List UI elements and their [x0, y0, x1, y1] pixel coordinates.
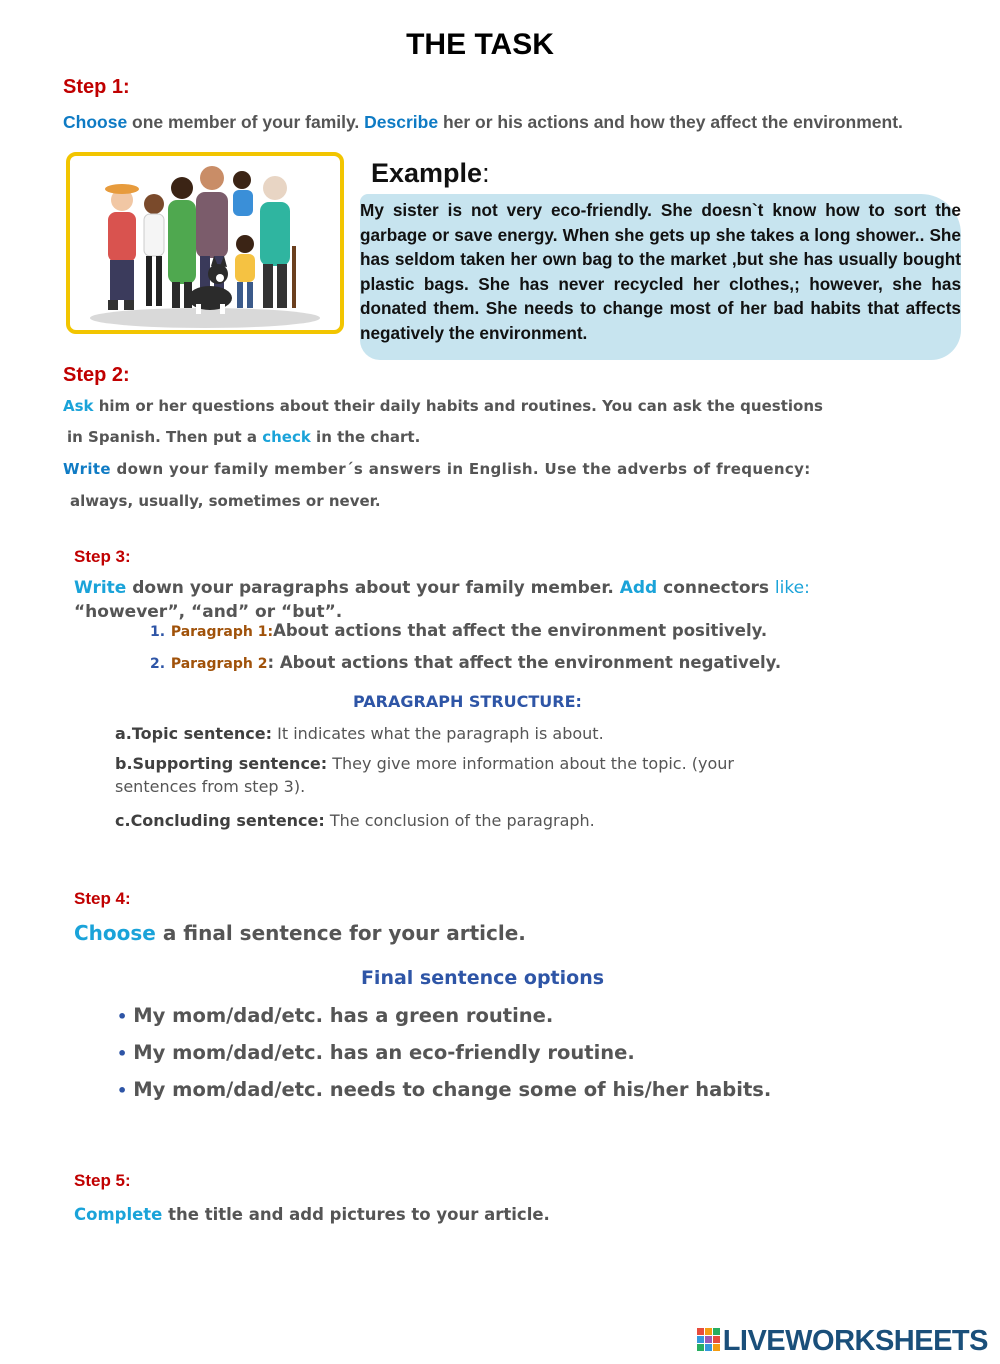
step2-label: Step 2:	[63, 364, 130, 386]
paragraph2-text: About actions that affect the environment negatively.	[279, 653, 782, 672]
example-colon: :	[482, 158, 490, 188]
step2-check: check	[262, 428, 311, 446]
step2-line2b: in the chart.	[310, 428, 421, 446]
step1-text-b: her or his actions and how they affect the environment.	[438, 112, 903, 132]
structure-supporting-label: b.Supporting sentence:	[115, 754, 328, 773]
step4-choose: Choose	[74, 921, 156, 945]
example-text: My sister is not very eco-friendly. She doesn`t know how to sort the garbage or save energy. When she gets up she takes a long shower.. She has seldom taken her own bag to the market ,but she has usually bought plastic bags. She has never recycled her clothes,; however, she has donated them. She needs to change most of her bad habits that affects negatively the environment.	[360, 200, 961, 343]
step3-text-b: connectors	[657, 578, 775, 598]
step5-label: Step 5:	[74, 1171, 131, 1190]
structure-concluding-label: c.Concluding sentence:	[115, 811, 325, 830]
step3-text-a: down your paragraphs about your family member	[126, 578, 608, 598]
step5-complete: Complete	[74, 1205, 163, 1224]
paragraph1-item	[150, 621, 767, 640]
step2-line2a: in Spanish. Then put a	[67, 428, 263, 446]
page-title: THE TASK	[406, 28, 554, 61]
step3-label: Step 3:	[74, 547, 131, 566]
step1-choose: Choose	[63, 112, 128, 132]
paragraph2-label: Paragraph 2	[170, 656, 268, 672]
step2-line4: always, usually, sometimes or never.	[70, 492, 381, 510]
step1-text-a: one member of your family	[127, 112, 355, 132]
liveworksheets-logo[interactable]	[697, 1325, 988, 1358]
bullet-icon: •	[117, 1081, 128, 1100]
paragraph2-number: 2.	[150, 656, 166, 672]
paragraph2-colon: :	[267, 653, 280, 672]
paragraph1-text: About actions that affect the environment positively.	[273, 621, 768, 640]
paragraph1-number: 1.	[150, 624, 166, 640]
liveworksheets-logo-icon	[697, 1328, 721, 1356]
step1-instructions	[63, 112, 943, 133]
step1-describe: Describe	[364, 112, 439, 132]
step2-write: Write	[63, 460, 111, 478]
paragraph-structure-title: PARAGRAPH STRUCTURE:	[353, 692, 582, 711]
family-illustration-icon	[70, 156, 340, 330]
step2-ask: Ask	[63, 397, 94, 415]
step2-line3-text: down your family member´s answers in English. Use the adverbs of frequency:	[110, 460, 811, 478]
structure-topic-text: It indicates what the paragraph is about.	[272, 724, 604, 743]
liveworksheets-logo-text: LIVEWORKSHEETS	[722, 1325, 988, 1357]
step2-line2	[67, 428, 420, 446]
paragraph2-item	[150, 653, 781, 672]
step5-instructions	[74, 1205, 550, 1224]
step4-text: a final sentence for your article.	[155, 921, 526, 945]
final-option	[117, 1041, 635, 1064]
example-label	[371, 158, 490, 189]
final-option	[117, 1078, 771, 1101]
step3-write: Write	[74, 578, 127, 598]
step2-line1	[63, 397, 823, 415]
structure-topic-label: a.Topic sentence:	[115, 724, 273, 743]
structure-concluding-text: The conclusion of the paragraph.	[324, 811, 595, 830]
final-option-text: My mom/dad/etc. has a green routine.	[133, 1004, 554, 1027]
final-sentence-options-title: Final sentence options	[360, 967, 605, 989]
step1-dot: .	[354, 112, 365, 132]
step4-label: Step 4:	[74, 889, 131, 908]
step3-dot: .	[607, 578, 620, 598]
step5-text: the title and add pictures to your article.	[162, 1205, 550, 1224]
step3-like: like:	[774, 578, 810, 598]
step2-line3	[63, 460, 811, 478]
paragraph1-label: Paragraph 1:	[170, 624, 274, 640]
final-option-text: My mom/dad/etc. has an eco-friendly routine.	[133, 1041, 635, 1064]
example-label-text: Example	[371, 158, 483, 188]
structure-supporting	[115, 752, 795, 798]
step1-label: Step 1:	[63, 76, 130, 98]
step3-connectors: “however”, “and” or “but”.	[74, 602, 343, 622]
family-picture	[66, 152, 344, 334]
step2-line1-text: him or her questions about their daily habits and routines. You can ask the questions	[93, 397, 823, 415]
structure-supporting-text: They give more information about the topic. (your sentences from step 3).	[115, 754, 734, 796]
final-option	[117, 1004, 553, 1027]
structure-topic	[115, 722, 815, 745]
step3-add: Add	[619, 578, 658, 598]
structure-concluding	[115, 809, 815, 832]
final-option-text: My mom/dad/etc. needs to change some of his/her habits.	[133, 1078, 772, 1101]
bullet-icon: •	[117, 1007, 128, 1026]
bullet-icon: •	[117, 1044, 128, 1063]
step4-instructions	[74, 921, 526, 945]
step3-instructions	[74, 576, 834, 600]
